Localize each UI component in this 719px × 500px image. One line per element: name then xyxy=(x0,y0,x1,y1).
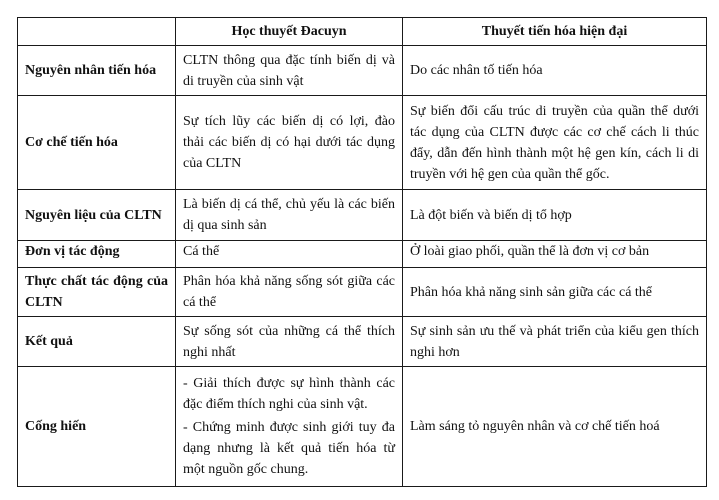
header-empty-cell xyxy=(18,18,176,46)
table-row-material xyxy=(18,190,707,241)
row-label: Thực chất tác động của CLTN xyxy=(18,268,176,317)
modern-cell: Do các nhân tố tiến hóa xyxy=(403,46,707,96)
table-row-result xyxy=(18,317,707,367)
modern-cell: Ở loài giao phối, quần thể là đơn vị cơ bản xyxy=(403,241,707,268)
table-row-essence xyxy=(18,268,707,317)
modern-cell: Là đột biến và biến dị tổ hợp xyxy=(403,190,707,241)
darwin-cell: Phân hóa khả năng sống sót giữa các cá thể xyxy=(176,268,403,317)
modern-cell: Sự sinh sản ưu thế và phát triển của kiểu gen thích nghi hơn xyxy=(403,317,707,367)
darwin-cell: Là biến dị cá thể, chủ yếu là các biến dị qua sinh sản xyxy=(176,190,403,241)
contribution-point: - Giải thích được sự hình thành các đặc điểm thích nghi của sinh vật. xyxy=(183,376,395,412)
table-row-mechanism xyxy=(18,96,707,190)
row-label: Nguyên liệu của CLTN xyxy=(18,190,176,241)
header-row xyxy=(18,18,707,46)
modern-cell: Sự biến đổi cấu trúc di truyền của quần thể dưới tác dụng của CLTN được các cơ chế cách li thúc đẩy, dẫn đến hình thành một hệ gen kín, cách li di truyền với hệ gen của quần thể gốc. xyxy=(403,96,707,190)
table-row-cause xyxy=(18,46,707,96)
header-modern: Thuyết tiến hóa hiện đại xyxy=(403,18,707,46)
modern-cell: Phân hóa khả năng sinh sản giữa các cá thể xyxy=(403,268,707,317)
darwin-cell: Cá thể xyxy=(176,241,403,268)
row-label: Cơ chế tiến hóa xyxy=(18,96,176,190)
row-label: Nguyên nhân tiến hóa xyxy=(18,46,176,96)
header-darwin: Học thuyết Đacuyn xyxy=(176,18,403,46)
darwin-cell: Sự tích lũy các biến dị có lợi, đào thải các biến dị có hại dưới tác dụng của CLTN xyxy=(176,96,403,190)
row-label: Đơn vị tác động xyxy=(18,241,176,268)
contribution-point: - Chứng minh được sinh giới tuy đa dạng nhưng là kết quả tiến hóa từ một nguồn gốc chung. xyxy=(183,420,395,477)
table-row-unit xyxy=(18,241,707,268)
darwin-cell xyxy=(176,367,403,487)
table-row-contribution xyxy=(18,367,707,487)
darwin-cell: Sự sống sót của những cá thể thích nghi nhất xyxy=(176,317,403,367)
modern-cell: Làm sáng tỏ nguyên nhân và cơ chế tiến hoá xyxy=(403,367,707,487)
darwin-cell: CLTN thông qua đặc tính biến dị và di truyền của sinh vật xyxy=(176,46,403,96)
row-label: Cống hiến xyxy=(18,367,176,487)
comparison-table xyxy=(17,17,707,487)
row-label: Kết quả xyxy=(18,317,176,367)
